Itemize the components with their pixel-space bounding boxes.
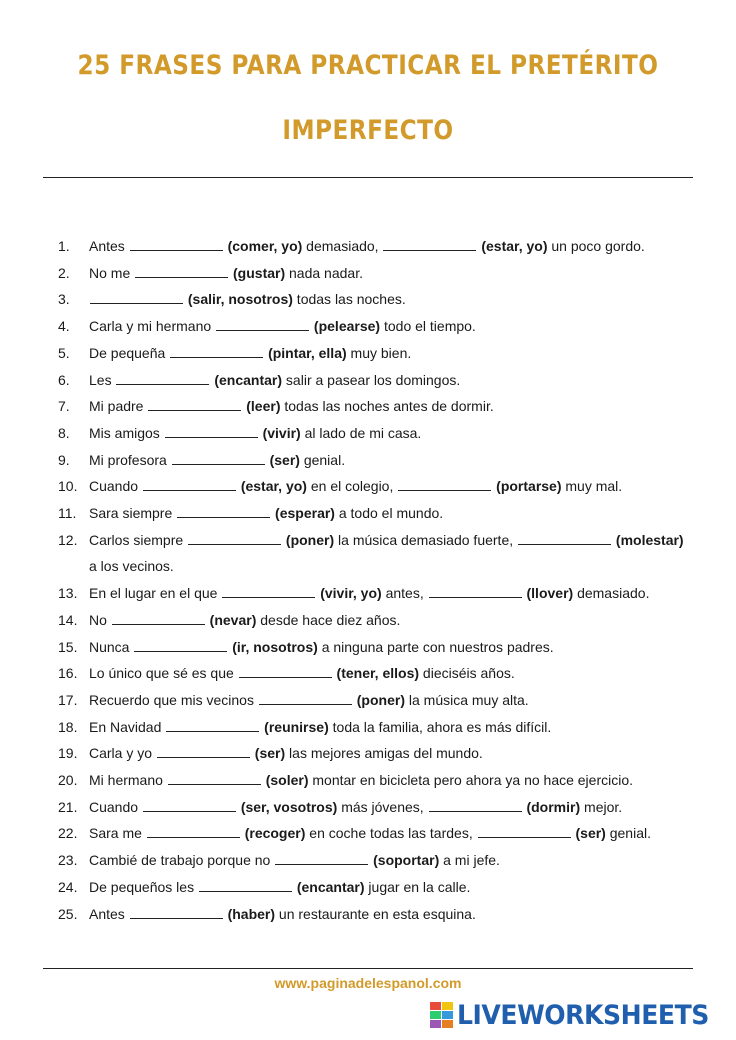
footer-url[interactable]: www.paginadelespanol.com bbox=[274, 975, 462, 991]
verb-hint: (estar, yo) bbox=[236, 478, 307, 495]
sentence-fragment: De pequeña bbox=[89, 344, 170, 361]
answer-blank[interactable] bbox=[170, 344, 263, 358]
sentence-fragment: en coche todas las tardes, bbox=[305, 825, 477, 842]
sentence-fragment: demasiado. bbox=[573, 585, 650, 602]
sentence-number: 1. bbox=[58, 238, 70, 254]
answer-blank[interactable] bbox=[135, 264, 228, 278]
sentence-number: 22. bbox=[58, 825, 78, 842]
top-divider bbox=[43, 177, 693, 178]
sentence-fragment: la música muy alta. bbox=[404, 691, 529, 708]
sentence-fragment: todas las noches. bbox=[292, 291, 406, 308]
sentence-fragment: desde hace diez años. bbox=[256, 611, 401, 628]
sentence-fragment: muy bien. bbox=[346, 344, 412, 361]
sentence-number: 6. bbox=[58, 371, 70, 388]
sentence-number: 7. bbox=[58, 398, 70, 415]
answer-blank[interactable] bbox=[147, 824, 240, 838]
sentence-number: 10. bbox=[58, 478, 78, 495]
sentence-fragment: más jóvenes, bbox=[337, 798, 428, 815]
sentence-number: 11. bbox=[58, 505, 77, 521]
sentence-fragment: muy mal. bbox=[561, 478, 623, 495]
verb-hint: (soportar) bbox=[369, 852, 440, 869]
sentence-text bbox=[89, 716, 551, 738]
verb-hint: (leer) bbox=[242, 398, 281, 415]
answer-blank[interactable] bbox=[148, 397, 241, 411]
sentence-fragment: las mejores amigas del mundo. bbox=[285, 745, 483, 762]
sentence-number: 14. bbox=[58, 611, 78, 628]
sentence-fragment: Mis amigos bbox=[89, 424, 164, 441]
answer-blank[interactable] bbox=[429, 798, 522, 812]
sentence-number: 17. bbox=[58, 691, 78, 708]
answer-blank[interactable] bbox=[143, 798, 236, 812]
sentence-fragment: Cuando bbox=[89, 798, 142, 815]
sentence-fragment: Cuando bbox=[89, 478, 142, 495]
sentence-number: 8. bbox=[58, 424, 70, 441]
sentence-fragment: Nunca bbox=[89, 638, 134, 655]
answer-blank[interactable] bbox=[188, 531, 281, 545]
sentence-text bbox=[89, 288, 406, 310]
sentence-fragment: Recuerdo que mis vecinos bbox=[89, 691, 258, 708]
liveworksheets-logo bbox=[430, 998, 728, 1032]
logo-block bbox=[442, 1020, 453, 1028]
logo-block bbox=[442, 1002, 453, 1010]
answer-blank[interactable] bbox=[116, 371, 209, 385]
sentence-fragment: a mi jefe. bbox=[439, 852, 500, 869]
sentence-fragment: No bbox=[89, 611, 111, 628]
sentence-number: 5. bbox=[58, 344, 70, 361]
verb-hint: (ir, nosotros) bbox=[228, 638, 318, 655]
sentence-text bbox=[89, 475, 622, 497]
sentence-fragment: a ninguna parte con nuestros padres. bbox=[317, 638, 554, 655]
bottom-divider bbox=[43, 968, 693, 969]
answer-blank[interactable] bbox=[199, 878, 292, 892]
sentence-fragment: genial. bbox=[605, 825, 651, 842]
sentence-text bbox=[89, 369, 460, 391]
logo-block bbox=[430, 1020, 441, 1028]
sentence-number: 4. bbox=[58, 318, 70, 335]
verb-hint: (nevar) bbox=[205, 611, 257, 628]
sentence-text bbox=[89, 342, 411, 364]
sentence-number: 13. bbox=[58, 585, 78, 602]
verb-hint: (gustar) bbox=[229, 264, 286, 281]
sentence-number: 12. bbox=[58, 531, 78, 548]
sentence-fragment: Sara siempre bbox=[89, 505, 177, 521]
sentence-fragment: En Navidad bbox=[89, 718, 166, 735]
verb-hint: (poner) bbox=[282, 531, 335, 548]
verb-hint: (estar, yo) bbox=[477, 238, 548, 254]
sentence-fragment: En el lugar en el que bbox=[89, 585, 222, 602]
verb-hint: (pelearse) bbox=[310, 318, 381, 335]
sentence-fragment: un restaurante en esta esquina. bbox=[275, 905, 476, 922]
sentence-number: 19. bbox=[58, 745, 78, 762]
sentence-number: 2. bbox=[58, 264, 70, 281]
verb-hint: (vivir, yo) bbox=[316, 585, 382, 602]
sentence-fragment: Mi profesora bbox=[89, 451, 171, 468]
answer-blank[interactable] bbox=[239, 664, 332, 678]
sentence-text bbox=[89, 609, 400, 631]
sentence-fragment: nada nadar. bbox=[285, 264, 363, 281]
sentence-number: 23. bbox=[58, 852, 78, 869]
sentence-text bbox=[89, 315, 476, 337]
continuation-text: a los vecinos. bbox=[89, 558, 174, 575]
sentence-text bbox=[89, 636, 554, 658]
verb-hint: (ser) bbox=[265, 451, 300, 468]
sentence-number: 9. bbox=[58, 451, 70, 468]
sentence-number: 3. bbox=[58, 291, 70, 308]
sentence-fragment: a todo el mundo. bbox=[334, 505, 444, 521]
sentence-number: 20. bbox=[58, 772, 78, 788]
verb-hint: (dormir) bbox=[522, 798, 581, 815]
answer-blank[interactable] bbox=[275, 851, 368, 865]
sentence-text bbox=[89, 262, 363, 284]
page-title-line-2: IMPERFECTO bbox=[282, 115, 454, 146]
sentence-text bbox=[89, 796, 622, 818]
sentence-fragment: Antes bbox=[89, 238, 129, 254]
sentence-text bbox=[89, 502, 443, 524]
sentence-text bbox=[89, 529, 684, 551]
sentence-fragment: la música demasiado fuerte, bbox=[334, 531, 518, 548]
sentence-fragment: Lo único que sé es que bbox=[89, 665, 238, 682]
answer-blank[interactable] bbox=[259, 691, 352, 705]
verb-hint: (llover) bbox=[522, 585, 574, 602]
sentence-fragment: montar en bicicleta pero ahora ya no hace ejercicio. bbox=[308, 772, 634, 788]
logo-block bbox=[430, 1011, 441, 1019]
sentence-fragment: Mi hermano bbox=[89, 772, 167, 788]
answer-blank[interactable] bbox=[177, 504, 270, 518]
sentence-fragment: Carla y mi hermano bbox=[89, 318, 216, 335]
logo-block bbox=[430, 1002, 441, 1010]
sentence-fragment: salir a pasear los domingos. bbox=[282, 371, 461, 388]
sentence-fragment: en el colegio, bbox=[306, 478, 398, 495]
answer-blank[interactable] bbox=[90, 290, 183, 304]
brand-text: LIVEWORKSHEETS bbox=[457, 999, 709, 1031]
sentence-text bbox=[89, 742, 483, 764]
sentence-fragment: Carlos siempre bbox=[89, 531, 188, 548]
sentence-fragment: mejor. bbox=[580, 798, 623, 815]
verb-hint: (ser, vosotros) bbox=[236, 798, 338, 815]
sentence-number: 25. bbox=[58, 905, 78, 922]
sentence-fragment: al lado de mi casa. bbox=[300, 424, 422, 441]
sentence-number: 15. bbox=[58, 638, 78, 655]
sentence-text bbox=[89, 903, 476, 925]
sentence-number: 21. bbox=[58, 798, 78, 815]
sentence-fragment: todas las noches antes de dormir. bbox=[280, 398, 494, 415]
sentence-text bbox=[89, 395, 494, 417]
sentence-fragment: antes, bbox=[381, 585, 428, 602]
sentence-fragment: jugar en la calle. bbox=[364, 878, 471, 895]
answer-blank[interactable] bbox=[165, 424, 258, 438]
page-title-line-1: 25 FRASES PARA PRACTICAR EL PRETÉRITO bbox=[77, 50, 659, 81]
answer-blank[interactable] bbox=[429, 584, 522, 598]
answer-blank[interactable] bbox=[134, 638, 227, 652]
answer-blank[interactable] bbox=[518, 531, 611, 545]
sentence-fragment: genial. bbox=[299, 451, 346, 468]
verb-hint: (reunirse) bbox=[260, 718, 329, 735]
sentence-fragment: Mi padre bbox=[89, 398, 148, 415]
verb-hint: (molestar) bbox=[612, 531, 684, 548]
sentence-text bbox=[89, 422, 421, 444]
verb-hint: (encantar) bbox=[210, 371, 283, 388]
answer-blank[interactable] bbox=[398, 477, 491, 491]
answer-blank[interactable] bbox=[222, 584, 315, 598]
verb-hint: (ser) bbox=[250, 745, 286, 762]
verb-hint: (poner) bbox=[352, 691, 405, 708]
sentence-fragment: un poco gordo. bbox=[547, 238, 645, 254]
sentence-fragment: Antes bbox=[89, 905, 129, 922]
sentence-fragment: demasiado, bbox=[302, 238, 383, 254]
answer-blank[interactable] bbox=[166, 718, 259, 732]
answer-blank[interactable] bbox=[478, 824, 571, 838]
verb-hint: (encantar) bbox=[292, 878, 365, 895]
sentence-text bbox=[89, 769, 633, 791]
verb-hint: (esperar) bbox=[271, 505, 335, 521]
logo-blocks-icon bbox=[430, 1002, 453, 1028]
verb-hint: (soler) bbox=[261, 772, 309, 788]
verb-hint: (comer, yo) bbox=[223, 238, 303, 254]
answer-blank[interactable] bbox=[383, 237, 476, 251]
sentence-fragment: De pequeños les bbox=[89, 878, 198, 895]
sentence-text bbox=[89, 822, 651, 844]
answer-blank[interactable] bbox=[130, 237, 223, 251]
answer-blank[interactable] bbox=[157, 744, 250, 758]
sentence-text bbox=[89, 662, 515, 684]
verb-hint: (portarse) bbox=[492, 478, 562, 495]
answer-blank[interactable] bbox=[216, 317, 309, 331]
verb-hint: (tener, ellos) bbox=[332, 665, 420, 682]
sentence-number: 24. bbox=[58, 878, 78, 895]
verb-hint: (salir, nosotros) bbox=[184, 291, 293, 308]
sentence-text bbox=[89, 689, 529, 711]
sentence-text bbox=[89, 582, 649, 604]
sentence-text bbox=[89, 876, 470, 898]
sentence-fragment: No me bbox=[89, 264, 135, 281]
answer-blank[interactable] bbox=[168, 771, 261, 785]
answer-blank[interactable] bbox=[143, 477, 236, 491]
sentence-fragment: Les bbox=[89, 371, 116, 388]
sentence-fragment: Sara me bbox=[89, 825, 146, 842]
sentence-text bbox=[89, 449, 345, 471]
answer-blank[interactable] bbox=[172, 451, 265, 465]
verb-hint: (vivir) bbox=[258, 424, 301, 441]
verb-hint: (recoger) bbox=[240, 825, 306, 842]
verb-hint: (pintar, ella) bbox=[264, 344, 347, 361]
logo-block bbox=[442, 1011, 453, 1019]
sentence-text bbox=[89, 235, 645, 257]
sentence-fragment: todo el tiempo. bbox=[380, 318, 476, 335]
sentence-fragment: dieciséis años. bbox=[419, 665, 515, 682]
verb-hint: (haber) bbox=[223, 905, 276, 922]
sentence-fragment: Carla y yo bbox=[89, 745, 156, 762]
sentence-text bbox=[89, 849, 500, 871]
sentence-number: 16. bbox=[58, 665, 78, 682]
sentence-number: 18. bbox=[58, 718, 78, 735]
sentence-fragment: toda la familia, ahora es más difícil. bbox=[328, 718, 552, 735]
verb-hint: (ser) bbox=[571, 825, 606, 842]
answer-blank[interactable] bbox=[112, 611, 205, 625]
answer-blank[interactable] bbox=[130, 905, 223, 919]
sentence-fragment: Cambié de trabajo porque no bbox=[89, 852, 275, 869]
